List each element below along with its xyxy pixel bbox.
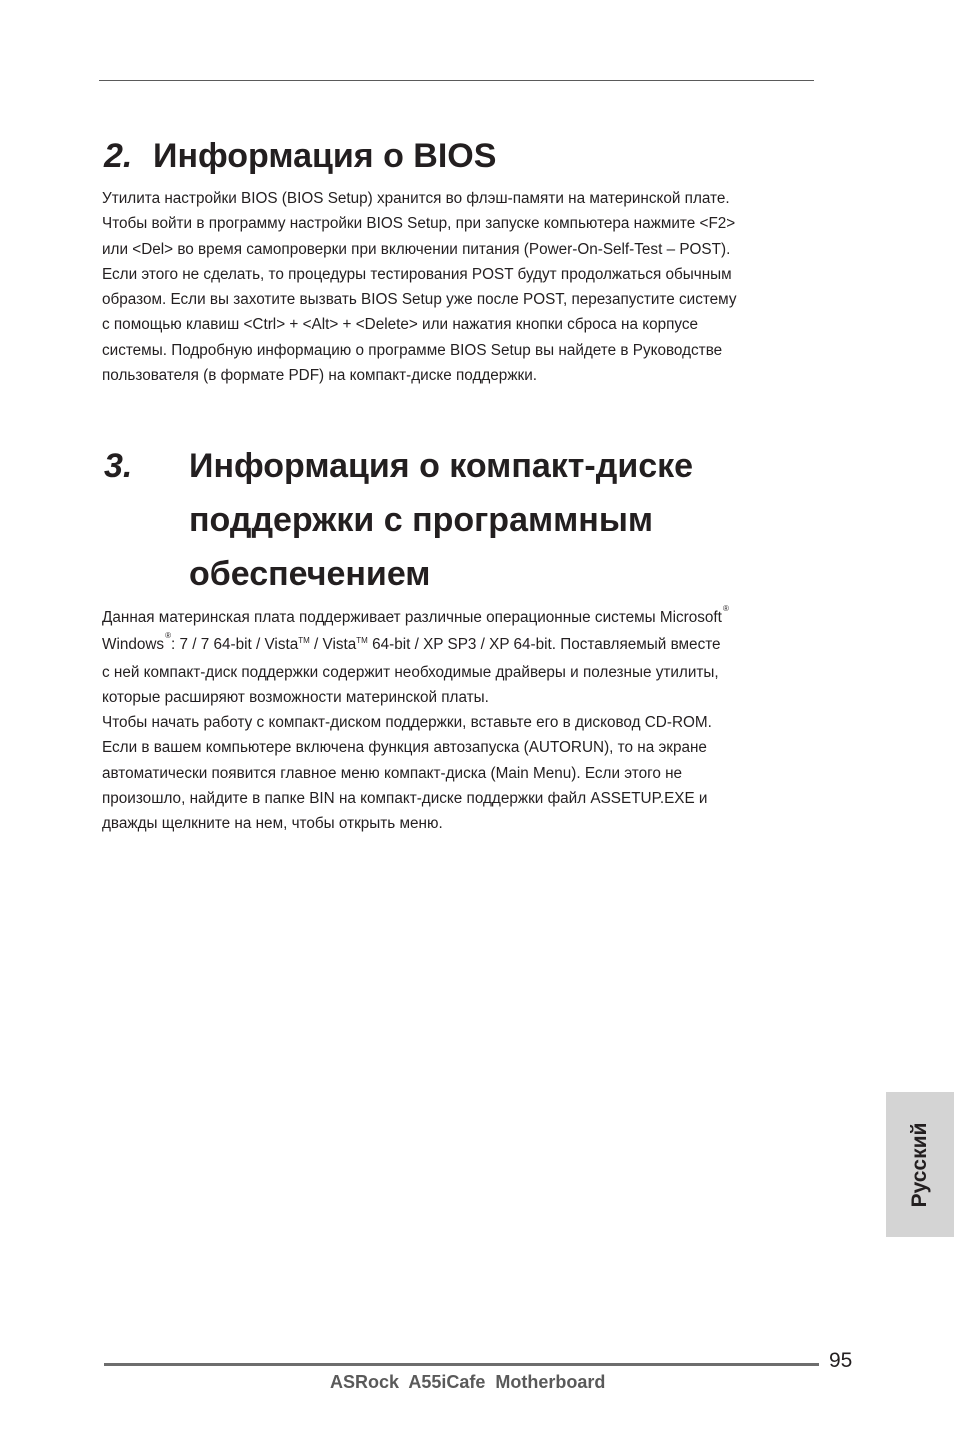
section-2-number: 2. [104,137,133,175]
os-windows: Windows [102,636,165,654]
os-text: Данная материнская плата поддерживает различные операционные системы Microsoft [102,609,722,626]
section-2-line: или <Del> во время самопроверки при включении питания (Power-On-Self-Test – POST). [102,240,731,258]
section-2-line: образом. Если вы захотите вызвать BIOS Setup уже после POST, перезапустите систему [102,291,737,309]
section-2-line: Если этого не сделать, то процедуры тестирования POST будут продолжаться обычным [102,265,732,283]
section-2-line: Утилита настройки BIOS (BIOS Setup) хранится во флэш-памяти на материнской плате. [102,190,730,207]
language-tab-label: Русский [908,1122,931,1207]
section-3-os-line-2 [102,632,807,659]
section-2-line: системы. Подробную информацию о программе BIOS Setup вы найдете в Руководстве [102,341,723,359]
top-rule [99,80,814,81]
registered-mark: ® [165,631,171,641]
language-tab [886,1092,954,1237]
section-3-number: 3. [104,447,133,485]
section-3-body [102,605,807,837]
page-number: 95 [829,1349,853,1372]
registered-mark: ® [722,604,729,613]
section-3-line: которые расширяют возможности материнской платы. [102,688,489,706]
section-3-line: произошло, найдите в папке BIN на компакт-диске поддержки файл ASSETUP.EXE и [102,790,708,808]
section-3-title-line: обеспечением [189,555,431,593]
section-2-body [102,186,807,388]
os-versions: : 7 / 7 64-bit / Vista [170,636,299,654]
section-2-title: Информация о BIOS [153,137,497,175]
section-3-line: Если в вашем компьютере включена функция автозапуска (AUTORUN), то на экране [102,739,707,757]
section-3-line: с ней компакт-диск поддержки содержит необходимые драйверы и полезные утилиты, [102,663,719,681]
os-rest: 64-bit / XP SP3 / XP 64-bit. Поставляемый вместе [367,636,721,654]
section-3-line: Чтобы начать работу с компакт-диском поддержки, вставьте его в дисковод CD-ROM. [102,714,712,732]
bottom-rule [104,1363,819,1366]
section-2-line: Чтобы войти в программу настройки BIOS Setup, при запуске компьютера нажмите <F2> [102,215,736,233]
section-3-os-line-1 [102,605,807,632]
footer-product: ASRock A55iCafe Motherboard [330,1372,606,1392]
section-3-line: дважды щелкните на нем, чтобы открыть меню. [102,815,443,833]
section-3-title-line: поддержки с программным [189,501,654,539]
section-2-line: с помощью клавиш <Ctrl> + <Alt> + <Delete> или нажатия кнопки сброса на корпусе [102,316,699,334]
section-3-title-line: Информация о компакт-диске [189,447,694,485]
trademark-mark: TM [298,636,310,646]
section-2-line: пользователя (в формате PDF) на компакт-диске поддержки. [102,367,538,385]
section-3-line: автоматически появится главное меню компакт-диска (Main Menu). Если этого не [102,764,683,782]
os-vista: / Vista [309,636,357,654]
trademark-mark: TM [356,636,368,646]
